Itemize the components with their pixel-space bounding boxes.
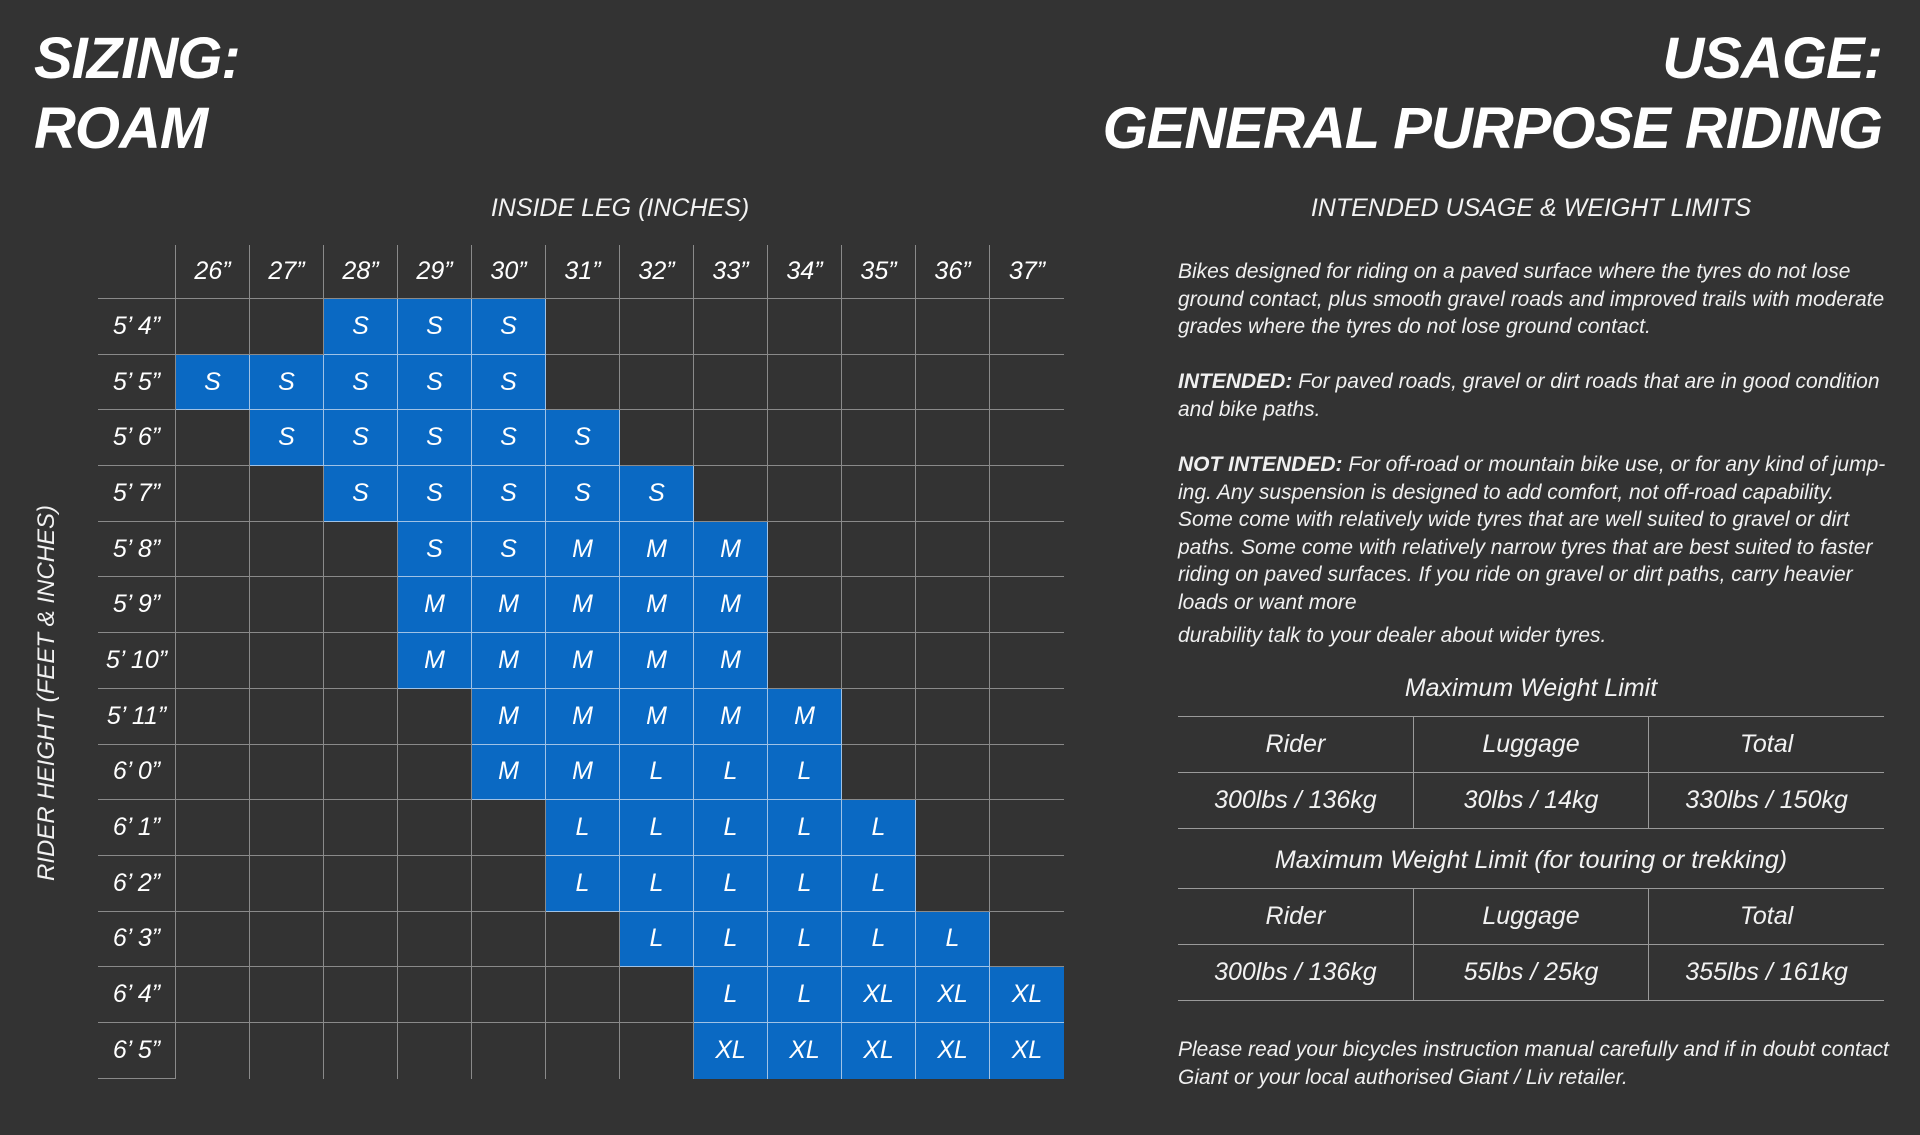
frame-size-cell: M bbox=[546, 577, 620, 633]
empty-cell bbox=[916, 856, 990, 912]
intended-paragraph bbox=[1178, 368, 1890, 423]
touring-weight-limit-luggage-value: 55lbs / 25kg bbox=[1413, 945, 1648, 1001]
frame-size-cell: L bbox=[694, 745, 768, 801]
empty-cell bbox=[176, 577, 250, 633]
empty-cell bbox=[398, 967, 472, 1023]
frame-size-cell: M bbox=[472, 577, 546, 633]
empty-cell bbox=[768, 522, 842, 578]
frame-size-cell: S bbox=[472, 466, 546, 522]
frame-size-cell: S bbox=[398, 410, 472, 466]
empty-cell bbox=[990, 466, 1064, 522]
frame-size-cell: L bbox=[768, 967, 842, 1023]
rider-height-row-header: 6’ 1” bbox=[98, 800, 176, 856]
frame-size-cell: L bbox=[694, 856, 768, 912]
empty-cell bbox=[250, 689, 324, 745]
empty-cell bbox=[620, 1023, 694, 1079]
frame-size-cell: XL bbox=[694, 1023, 768, 1079]
frame-size-cell: M bbox=[694, 689, 768, 745]
frame-size-cell: M bbox=[694, 577, 768, 633]
empty-cell bbox=[546, 967, 620, 1023]
empty-cell bbox=[324, 633, 398, 689]
sizing-title-line-1: SIZING: bbox=[34, 26, 240, 91]
rider-height-row-header: 5’ 6” bbox=[98, 410, 176, 466]
usage-heading: INTENDED USAGE & WEIGHT LIMITS bbox=[1310, 194, 1752, 222]
frame-size-cell: L bbox=[768, 912, 842, 968]
frame-size-cell: S bbox=[546, 410, 620, 466]
frame-size-cell: M bbox=[620, 522, 694, 578]
rider-height-row-header: 5’ 4” bbox=[98, 299, 176, 355]
inside-leg-column-header: 29” bbox=[398, 245, 472, 299]
frame-size-cell: M bbox=[768, 689, 842, 745]
frame-size-cell: M bbox=[472, 689, 546, 745]
frame-size-cell: M bbox=[472, 745, 546, 801]
empty-cell bbox=[176, 912, 250, 968]
frame-size-cell: L bbox=[620, 800, 694, 856]
empty-cell bbox=[842, 410, 916, 466]
inside-leg-column-header: 31” bbox=[546, 245, 620, 299]
empty-cell bbox=[250, 912, 324, 968]
frame-size-cell: M bbox=[398, 577, 472, 633]
frame-size-cell: S bbox=[250, 355, 324, 411]
frame-size-cell: S bbox=[398, 299, 472, 355]
empty-cell bbox=[768, 466, 842, 522]
empty-cell bbox=[176, 299, 250, 355]
empty-cell bbox=[694, 299, 768, 355]
empty-cell bbox=[990, 577, 1064, 633]
empty-cell bbox=[990, 800, 1064, 856]
empty-cell bbox=[472, 1023, 546, 1079]
not-intended-paragraph bbox=[1178, 451, 1890, 616]
frame-size-cell: L bbox=[768, 745, 842, 801]
usage-title-line-1: USAGE: bbox=[1662, 26, 1882, 91]
frame-size-cell: S bbox=[398, 355, 472, 411]
inside-leg-column-header: 35” bbox=[842, 245, 916, 299]
frame-size-cell: L bbox=[768, 800, 842, 856]
frame-size-cell: S bbox=[472, 355, 546, 411]
rider-height-axis-label: RIDER HEIGHT (FEET & INCHES) bbox=[33, 504, 60, 882]
empty-cell bbox=[398, 856, 472, 912]
empty-cell bbox=[324, 912, 398, 968]
frame-size-cell: S bbox=[324, 299, 398, 355]
frame-size-cell: L bbox=[620, 912, 694, 968]
empty-cell bbox=[768, 410, 842, 466]
frame-size-cell: M bbox=[620, 633, 694, 689]
empty-cell bbox=[916, 577, 990, 633]
empty-cell bbox=[916, 410, 990, 466]
rider-height-row-header: 6’ 2” bbox=[98, 856, 176, 912]
frame-size-cell: S bbox=[472, 410, 546, 466]
empty-cell bbox=[176, 856, 250, 912]
empty-cell bbox=[990, 410, 1064, 466]
empty-cell bbox=[990, 633, 1064, 689]
frame-size-cell: S bbox=[546, 466, 620, 522]
not-intended-label: NOT INTENDED: bbox=[1178, 453, 1343, 476]
empty-cell bbox=[694, 355, 768, 411]
empty-cell bbox=[842, 466, 916, 522]
sizing-title-line-2: ROAM bbox=[34, 96, 208, 161]
inside-leg-column-header: 30” bbox=[472, 245, 546, 299]
touring-weight-limit-header-luggage: Luggage bbox=[1413, 889, 1648, 945]
frame-size-cell: XL bbox=[768, 1023, 842, 1079]
empty-cell bbox=[768, 355, 842, 411]
empty-cell bbox=[176, 689, 250, 745]
inside-leg-column-header: 27” bbox=[250, 245, 324, 299]
frame-size-cell: L bbox=[546, 800, 620, 856]
frame-size-cell: L bbox=[694, 800, 768, 856]
empty-cell bbox=[916, 800, 990, 856]
empty-cell bbox=[472, 912, 546, 968]
empty-cell bbox=[250, 856, 324, 912]
frame-size-cell: XL bbox=[842, 967, 916, 1023]
empty-cell bbox=[842, 745, 916, 801]
frame-size-cell: M bbox=[546, 633, 620, 689]
empty-cell bbox=[472, 967, 546, 1023]
inside-leg-column-header: 32” bbox=[620, 245, 694, 299]
frame-size-cell: L bbox=[546, 856, 620, 912]
empty-cell bbox=[546, 912, 620, 968]
empty-cell bbox=[916, 522, 990, 578]
frame-size-cell: M bbox=[620, 689, 694, 745]
frame-size-cell: S bbox=[324, 410, 398, 466]
empty-cell bbox=[324, 745, 398, 801]
empty-cell bbox=[990, 745, 1064, 801]
frame-size-cell: L bbox=[694, 967, 768, 1023]
frame-size-cell: L bbox=[842, 800, 916, 856]
empty-cell bbox=[472, 800, 546, 856]
frame-size-cell: M bbox=[694, 633, 768, 689]
empty-cell bbox=[546, 355, 620, 411]
not-intended-tail: durability talk to your dealer about wider tyres. bbox=[1178, 624, 1607, 647]
empty-cell bbox=[990, 355, 1064, 411]
weight-limit-header-total: Total bbox=[1649, 717, 1884, 773]
empty-cell bbox=[694, 466, 768, 522]
empty-cell bbox=[324, 856, 398, 912]
empty-cell bbox=[990, 689, 1064, 745]
empty-cell bbox=[176, 522, 250, 578]
rider-height-row-header: 5’ 11” bbox=[98, 689, 176, 745]
touring-weight-limit-header-total: Total bbox=[1649, 889, 1884, 945]
empty-cell bbox=[250, 522, 324, 578]
frame-size-cell: L bbox=[620, 745, 694, 801]
frame-size-cell: M bbox=[398, 633, 472, 689]
weight-limit-header-row bbox=[1178, 717, 1884, 773]
empty-cell bbox=[250, 633, 324, 689]
rider-height-row-header: 5’ 7” bbox=[98, 466, 176, 522]
rider-height-row-header: 5’ 10” bbox=[98, 633, 176, 689]
empty-cell bbox=[916, 466, 990, 522]
empty-cell bbox=[620, 967, 694, 1023]
empty-cell bbox=[250, 800, 324, 856]
empty-cell bbox=[768, 633, 842, 689]
frame-size-cell: L bbox=[768, 856, 842, 912]
weight-limit-title: Maximum Weight Limit bbox=[1404, 674, 1658, 702]
usage-title-line-2: GENERAL PURPOSE RIDING bbox=[1102, 96, 1882, 161]
weight-limit-total-value: 330lbs / 150kg bbox=[1649, 773, 1884, 829]
rider-height-row-header: 6’ 0” bbox=[98, 745, 176, 801]
empty-cell bbox=[546, 1023, 620, 1079]
frame-size-cell: L bbox=[842, 912, 916, 968]
frame-size-cell: S bbox=[472, 299, 546, 355]
inside-leg-axis-label: INSIDE LEG (INCHES) bbox=[490, 194, 750, 222]
rider-height-row-header: 6’ 3” bbox=[98, 912, 176, 968]
frame-size-cell: S bbox=[398, 466, 472, 522]
usage-title bbox=[1103, 24, 1882, 164]
rider-height-row-header: 5’ 5” bbox=[98, 355, 176, 411]
weight-limit-table bbox=[1178, 716, 1884, 829]
empty-cell bbox=[398, 689, 472, 745]
weight-limit-rider-value: 300lbs / 136kg bbox=[1178, 773, 1413, 829]
frame-size-cell: M bbox=[546, 522, 620, 578]
rider-height-row-header: 5’ 9” bbox=[98, 577, 176, 633]
empty-cell bbox=[916, 633, 990, 689]
grid-corner bbox=[98, 245, 176, 299]
empty-cell bbox=[398, 912, 472, 968]
empty-cell bbox=[398, 745, 472, 801]
touring-weight-limit-header-row bbox=[1178, 889, 1884, 945]
empty-cell bbox=[250, 299, 324, 355]
empty-cell bbox=[324, 522, 398, 578]
frame-size-cell: L bbox=[620, 856, 694, 912]
empty-cell bbox=[472, 856, 546, 912]
weight-limit-value-row bbox=[1178, 773, 1884, 829]
usage-description: Bikes designed for riding on a paved surface where the tyres do not lose ground contact, plus smooth gravel roads and improved trails with moderate grades where the tyres do not lose ground contact. bbox=[1178, 260, 1885, 338]
empty-cell bbox=[324, 800, 398, 856]
intended-label: INTENDED: bbox=[1178, 370, 1293, 393]
empty-cell bbox=[990, 522, 1064, 578]
frame-size-cell: L bbox=[694, 912, 768, 968]
frame-size-cell: M bbox=[546, 689, 620, 745]
frame-size-cell: L bbox=[916, 912, 990, 968]
empty-cell bbox=[694, 410, 768, 466]
frame-size-cell: XL bbox=[990, 1023, 1064, 1079]
touring-weight-limit-rider-value: 300lbs / 136kg bbox=[1178, 945, 1413, 1001]
weight-limit-luggage-value: 30lbs / 14kg bbox=[1413, 773, 1648, 829]
rider-height-row-header: 6’ 4” bbox=[98, 967, 176, 1023]
frame-size-cell: L bbox=[842, 856, 916, 912]
footer-note: Please read your bicycles instruction manual carefully and if in doubt contact Giant or your local authorised Giant / Liv retailer. bbox=[1178, 1038, 1889, 1089]
empty-cell bbox=[990, 856, 1064, 912]
frame-size-cell: S bbox=[398, 522, 472, 578]
size-chart-grid bbox=[98, 245, 1064, 1079]
touring-weight-limit-table bbox=[1178, 888, 1884, 1001]
touring-weight-limit-header-rider: Rider bbox=[1178, 889, 1413, 945]
empty-cell bbox=[842, 577, 916, 633]
empty-cell bbox=[250, 1023, 324, 1079]
empty-cell bbox=[176, 967, 250, 1023]
empty-cell bbox=[176, 1023, 250, 1079]
empty-cell bbox=[176, 410, 250, 466]
empty-cell bbox=[324, 967, 398, 1023]
touring-weight-limit-title: Maximum Weight Limit (for touring or trekking) bbox=[1274, 846, 1788, 874]
empty-cell bbox=[916, 299, 990, 355]
empty-cell bbox=[176, 633, 250, 689]
frame-size-cell: S bbox=[324, 355, 398, 411]
frame-size-cell: M bbox=[620, 577, 694, 633]
empty-cell bbox=[398, 800, 472, 856]
inside-leg-column-header: 36” bbox=[916, 245, 990, 299]
empty-cell bbox=[620, 355, 694, 411]
empty-cell bbox=[250, 745, 324, 801]
frame-size-cell: M bbox=[546, 745, 620, 801]
empty-cell bbox=[916, 745, 990, 801]
empty-cell bbox=[842, 689, 916, 745]
empty-cell bbox=[250, 466, 324, 522]
empty-cell bbox=[768, 577, 842, 633]
rider-height-row-header: 6’ 5” bbox=[98, 1023, 176, 1079]
empty-cell bbox=[768, 299, 842, 355]
weight-limit-header-rider: Rider bbox=[1178, 717, 1413, 773]
inside-leg-column-header: 34” bbox=[768, 245, 842, 299]
frame-size-cell: S bbox=[324, 466, 398, 522]
empty-cell bbox=[842, 299, 916, 355]
empty-cell bbox=[324, 689, 398, 745]
inside-leg-column-header: 28” bbox=[324, 245, 398, 299]
empty-cell bbox=[176, 800, 250, 856]
frame-size-cell: S bbox=[176, 355, 250, 411]
empty-cell bbox=[990, 299, 1064, 355]
frame-size-cell: M bbox=[694, 522, 768, 578]
empty-cell bbox=[176, 466, 250, 522]
empty-cell bbox=[250, 967, 324, 1023]
rider-height-row-header: 5’ 8” bbox=[98, 522, 176, 578]
not-intended-text: For off-road or mountain bike use, or for any kind of jump-ing. Any suspension is designed to add comfort, not off-road capability. Some come with relatively wide tyres that are well suited to gravel or dirt paths. Some come with relatively narrow tyres that are best suited to faster riding on paved surfaces. If you ride on gravel or dirt paths, carry heavier loads or want more bbox=[1178, 453, 1886, 614]
empty-cell bbox=[176, 745, 250, 801]
empty-cell bbox=[916, 689, 990, 745]
intended-text: For paved roads, gravel or dirt roads that are in good condition and bike paths. bbox=[1178, 370, 1880, 421]
frame-size-cell: XL bbox=[842, 1023, 916, 1079]
empty-cell bbox=[842, 633, 916, 689]
touring-weight-limit-total-value: 355lbs / 161kg bbox=[1649, 945, 1884, 1001]
empty-cell bbox=[546, 299, 620, 355]
inside-leg-column-header: 37” bbox=[990, 245, 1064, 299]
empty-cell bbox=[324, 1023, 398, 1079]
empty-cell bbox=[620, 299, 694, 355]
inside-leg-column-header: 26” bbox=[176, 245, 250, 299]
weight-limit-header-luggage: Luggage bbox=[1413, 717, 1648, 773]
frame-size-cell: S bbox=[250, 410, 324, 466]
touring-weight-limit-value-row bbox=[1178, 945, 1884, 1001]
sizing-title bbox=[34, 24, 240, 164]
frame-size-cell: S bbox=[620, 466, 694, 522]
empty-cell bbox=[398, 1023, 472, 1079]
empty-cell bbox=[916, 355, 990, 411]
frame-size-cell: XL bbox=[990, 967, 1064, 1023]
frame-size-cell: S bbox=[472, 522, 546, 578]
frame-size-cell: M bbox=[472, 633, 546, 689]
empty-cell bbox=[324, 577, 398, 633]
empty-cell bbox=[842, 522, 916, 578]
frame-size-cell: XL bbox=[916, 1023, 990, 1079]
frame-size-cell: XL bbox=[916, 967, 990, 1023]
empty-cell bbox=[620, 410, 694, 466]
empty-cell bbox=[842, 355, 916, 411]
inside-leg-column-header: 33” bbox=[694, 245, 768, 299]
empty-cell bbox=[250, 577, 324, 633]
empty-cell bbox=[990, 912, 1064, 968]
